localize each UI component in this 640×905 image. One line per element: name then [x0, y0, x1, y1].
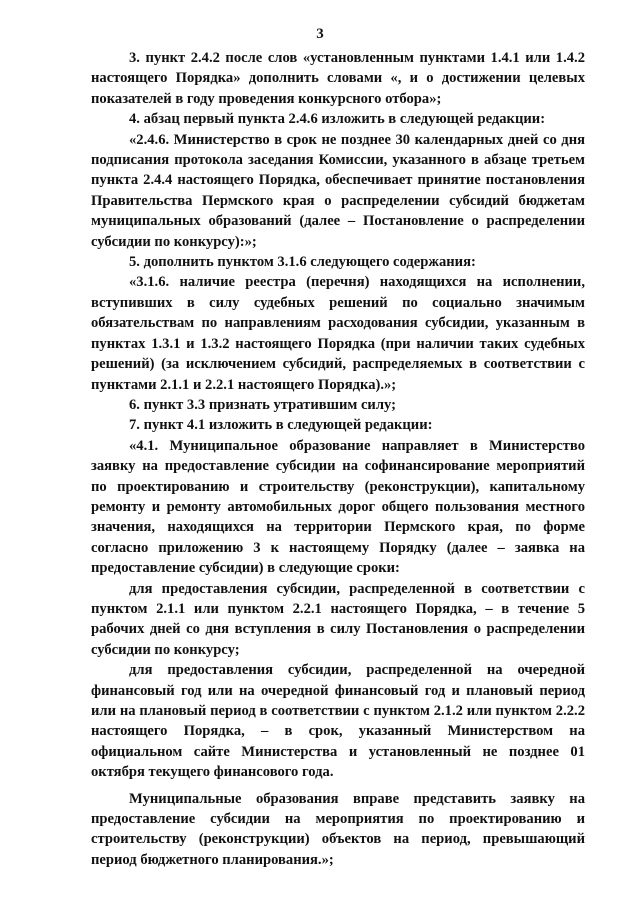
paragraph: 3. пункт 2.4.2 после слов «установленным пунктами 1.4.1 или 1.4.2 настоящего Порядка» дополнить словами «, и о достижении целевых показателей в году проведения конкурсного отбора»; [91, 50, 585, 107]
paragraph: «4.1. Муниципальное образование направляет в Министерство заявку на предоставление субсидии на софинансирование мероприятий по проектированию и строительству (реконструкции), капитальному ремонту и ремонту автомобильных дорог общего пользования местного значения, находящихся на территории Пермского края, по форме согласно приложению 3 к настоящему Порядку (далее – заявка на предоставление субсидии) в следующие сроки: [91, 437, 585, 577]
page-number: 3 [316, 26, 324, 42]
paragraph: 4. абзац первый пункта 2.4.6 изложить в следующей редакции: [129, 111, 546, 128]
paragraph: для предоставления субсидии, распределенной на очередной финансовый год или на очередной финансовый год и плановый период или на плановый период в соответствии с пунктом 2.1.2 или пунктом 2.2.2 настоящего Порядка, – в срок, указанный Министерством на официальном сайте Министерства и установленный не позднее 01 октября текущего финансового года. [91, 662, 585, 781]
paragraph: Муниципальные образования вправе представить заявку на предоставление субсидии на мероприятия по проектированию и строительству (реконструкции) объектов на период, превышающий период бюджетного планирования.»; [91, 790, 585, 868]
document-body [91, 48, 585, 870]
paragraph: 6. пункт 3.3 признать утратившим силу; [129, 396, 396, 413]
paragraph: 7. пункт 4.1 изложить в следующей редакции: [129, 417, 433, 434]
paragraph: «3.1.6. наличие реестра (перечня) находящихся на исполнении, вступивших в силу судебных решений по социально значимым обязательствам по направлениям расходования субсидии, указанным в пунктах 1.3.1 и 1.3.2 настоящего Порядка (при наличии таких судебных решений) (за исключением субсидий, распределяемых в соответствии с пунктами 2.1.1 и 2.2.1 настоящего Порядка).»; [91, 274, 585, 393]
paragraph: «2.4.6. Министерство в срок не позднее 30 календарных дней со дня подписания протокола заседания Комиссии, указанного в абзаце третьем пункта 2.4.4 настоящего Порядка, обеспечивает принятие постановления Правительства Пермского края о распределении субсидий бюджетам муниципальных образований (далее – Постановление о распределении субсидии по конкурсу):»; [91, 131, 585, 250]
paragraph: для предоставления субсидии, распределенной в соответствии с пунктом 2.1.1 или пунктом 2.2.1 настоящего Порядка, – в течение 5 рабочих дней со дня вступления в силу Постановления о распределении субсидии по конкурсу; [91, 580, 585, 658]
paragraph: 5. дополнить пунктом 3.1.6 следующего содержания: [129, 254, 476, 271]
